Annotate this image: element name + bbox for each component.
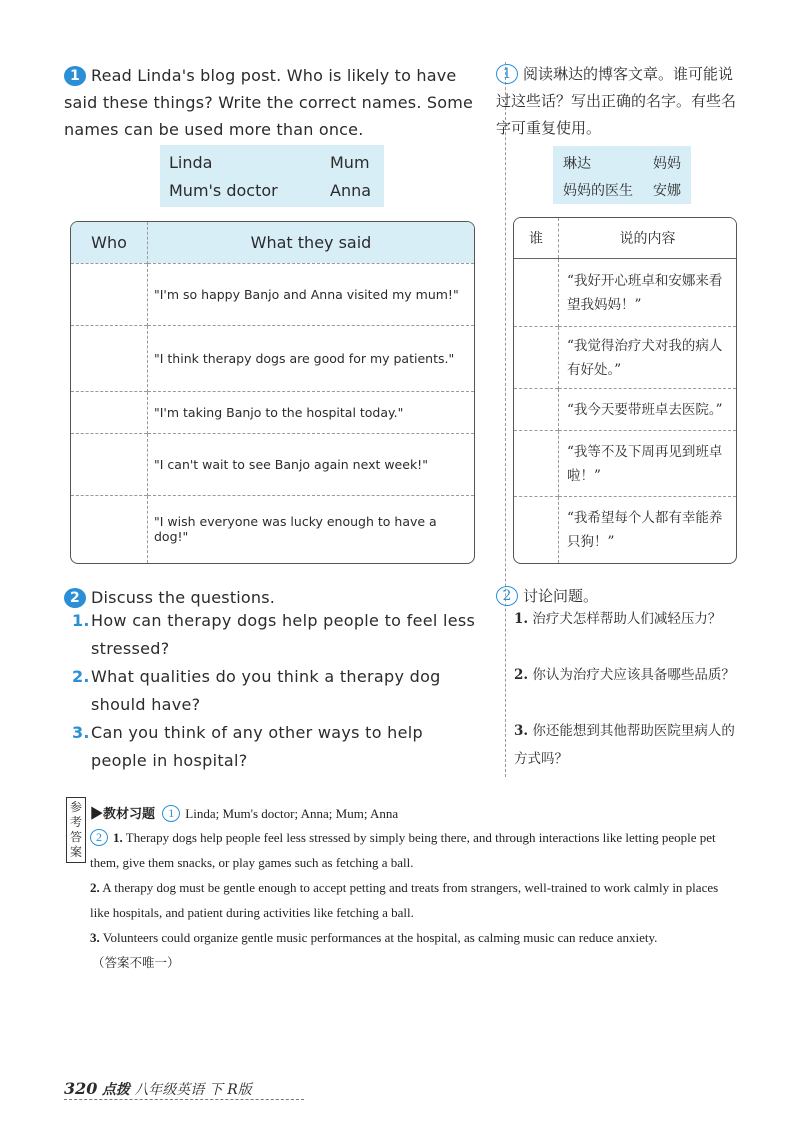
quote-cell: "I wish everyone was lucky enough to have a dog!" — [148, 495, 475, 563]
exercise2-question — [72, 607, 482, 663]
cn-question-number: 2. — [514, 667, 529, 683]
exercise1-badge: 1 — [64, 66, 86, 86]
cn-question-text: 你还能想到其他帮助医院里病人的方式吗？ — [514, 723, 735, 767]
cn-answer-cell — [514, 259, 559, 327]
quote-cell: "I'm taking Banjo to the hospital today." — [148, 391, 475, 433]
table-header-who: Who — [71, 222, 148, 263]
name-options-box — [160, 145, 384, 207]
exercise1-instruction — [64, 62, 484, 143]
name-option: Mum — [330, 153, 370, 172]
cn-answer-cell — [514, 431, 559, 497]
exercise1-cn-table — [513, 217, 737, 564]
answer-cell[interactable] — [71, 263, 148, 325]
name-option: Mum's doctor — [169, 181, 278, 200]
answer-text: Volunteers could organize gentle music performances at the hospital, as calming music can reduce anxiety. — [102, 930, 658, 945]
answer-number: 1. — [113, 830, 123, 845]
cn-question-text: 你认为治疗犬应该具备哪些品质？ — [532, 667, 735, 683]
footer-edition: 下 R版 — [208, 1082, 252, 1098]
exercise2-question — [72, 663, 482, 719]
question-number: 3. — [72, 723, 90, 742]
answer-cell[interactable] — [71, 433, 148, 495]
answer-ex1 — [90, 801, 750, 826]
page-footer — [64, 1079, 252, 1099]
answer-number: 2. — [90, 880, 100, 895]
footer-brand: 点拨 — [101, 1082, 130, 1098]
cn-answer-cell — [514, 497, 559, 563]
cn-table-header-who: 谁 — [514, 218, 559, 259]
answer-heading: ▶教材习题 — [90, 806, 156, 821]
cn-answer-cell — [514, 389, 559, 431]
answer-ex2-item — [90, 925, 730, 950]
question-text: What qualities do you think a therapy dog should have? — [91, 667, 441, 714]
cn-question-number: 1. — [514, 611, 529, 627]
answer-ex2-item — [90, 825, 730, 875]
question-number: 2. — [72, 667, 90, 686]
answer-ex1-badge: 1 — [162, 805, 180, 822]
answer-cell[interactable] — [71, 495, 148, 563]
column-divider — [505, 62, 506, 777]
cn-question-text: 治疗犬怎样帮助人们减轻压力？ — [532, 611, 722, 627]
quote-cell: "I'm so happy Banjo and Anna visited my mum!" — [148, 263, 475, 325]
exercise1-cn-instruction — [496, 61, 744, 142]
cn-name-option: 琳达 — [563, 156, 591, 172]
exercise1-table — [70, 221, 475, 564]
exercise2-cn-question — [514, 605, 742, 633]
cn-quote-cell: “我希望每个人都有幸能养只狗！” — [559, 497, 737, 563]
cn-question-number: 3. — [514, 723, 529, 739]
answer-number: 3. — [90, 930, 100, 945]
page-number: 320 — [64, 1079, 98, 1098]
exercise2-question — [72, 719, 482, 775]
question-text: How can therapy dogs help people to feel less stressed? — [91, 611, 476, 658]
question-number: 1. — [72, 611, 90, 630]
name-option: Linda — [169, 153, 213, 172]
footer-book: 八年级英语 — [134, 1082, 205, 1098]
answer-text: A therapy dog must be gentle enough to accept petting and treats from strangers, well-trained to work calmly in places like hospitals, and patient during activities like fetching a ball. — [90, 880, 719, 920]
exercise2-cn-question — [514, 717, 739, 773]
exercise2-cn-title-text: 讨论问题。 — [523, 587, 599, 605]
answer-cell[interactable] — [71, 391, 148, 433]
answer-text: Therapy dogs help people feel less stressed by simply being there, and through interactions like letting people pet them, give them snacks, or play games such as fetching a ball. — [90, 830, 716, 870]
cn-quote-cell: “我等不及下周再见到班卓啦！” — [559, 431, 737, 497]
exercise2-title-text: Discuss the questions. — [91, 588, 276, 607]
cn-name-options-box — [553, 146, 691, 204]
exercise1-cn-badge: 1 — [496, 64, 518, 84]
answer-key-label: 参考答案 — [66, 797, 86, 863]
name-option: Anna — [330, 181, 372, 200]
cn-name-option: 妈妈 — [653, 156, 681, 172]
quote-cell: "I think therapy dogs are good for my patients." — [148, 325, 475, 391]
cn-name-option: 妈妈的医生 — [563, 183, 633, 199]
exercise2-cn-badge: 2 — [496, 586, 518, 606]
cn-table-header-said: 说的内容 — [559, 218, 737, 259]
footer-rule — [64, 1099, 304, 1100]
cn-quote-cell: “我今天要带班卓去医院。” — [559, 389, 737, 431]
answer-ex2-item — [90, 875, 730, 925]
exercise1-instruction-text: Read Linda's blog post. Who is likely to have said these things? Write the correct names. Some names can be used more than once. — [64, 66, 474, 139]
cn-name-option: 安娜 — [653, 183, 681, 199]
answer-note: （答案不唯一） — [92, 955, 180, 970]
exercise2-cn-question — [514, 661, 742, 689]
table-header-said: What they said — [148, 222, 475, 263]
cn-quote-cell: “我觉得治疗犬对我的病人有好处。” — [559, 327, 737, 389]
quote-cell: "I can't wait to see Banjo again next week!" — [148, 433, 475, 495]
answer-ex1-text: Linda; Mum's doctor; Anna; Mum; Anna — [185, 806, 399, 821]
exercise1-cn-instruction-text: 阅读琳达的博客文章。谁可能说过这些话？写出正确的名字。有些名字可重复使用。 — [496, 65, 737, 137]
answer-cell[interactable] — [71, 325, 148, 391]
answer-ex2-badge: 2 — [90, 829, 108, 846]
question-text: Can you think of any other ways to help people in hospital? — [91, 723, 423, 770]
exercise2-badge: 2 — [64, 588, 86, 608]
cn-quote-cell: “我好开心班卓和安娜来看望我妈妈！” — [559, 259, 737, 327]
cn-answer-cell — [514, 327, 559, 389]
